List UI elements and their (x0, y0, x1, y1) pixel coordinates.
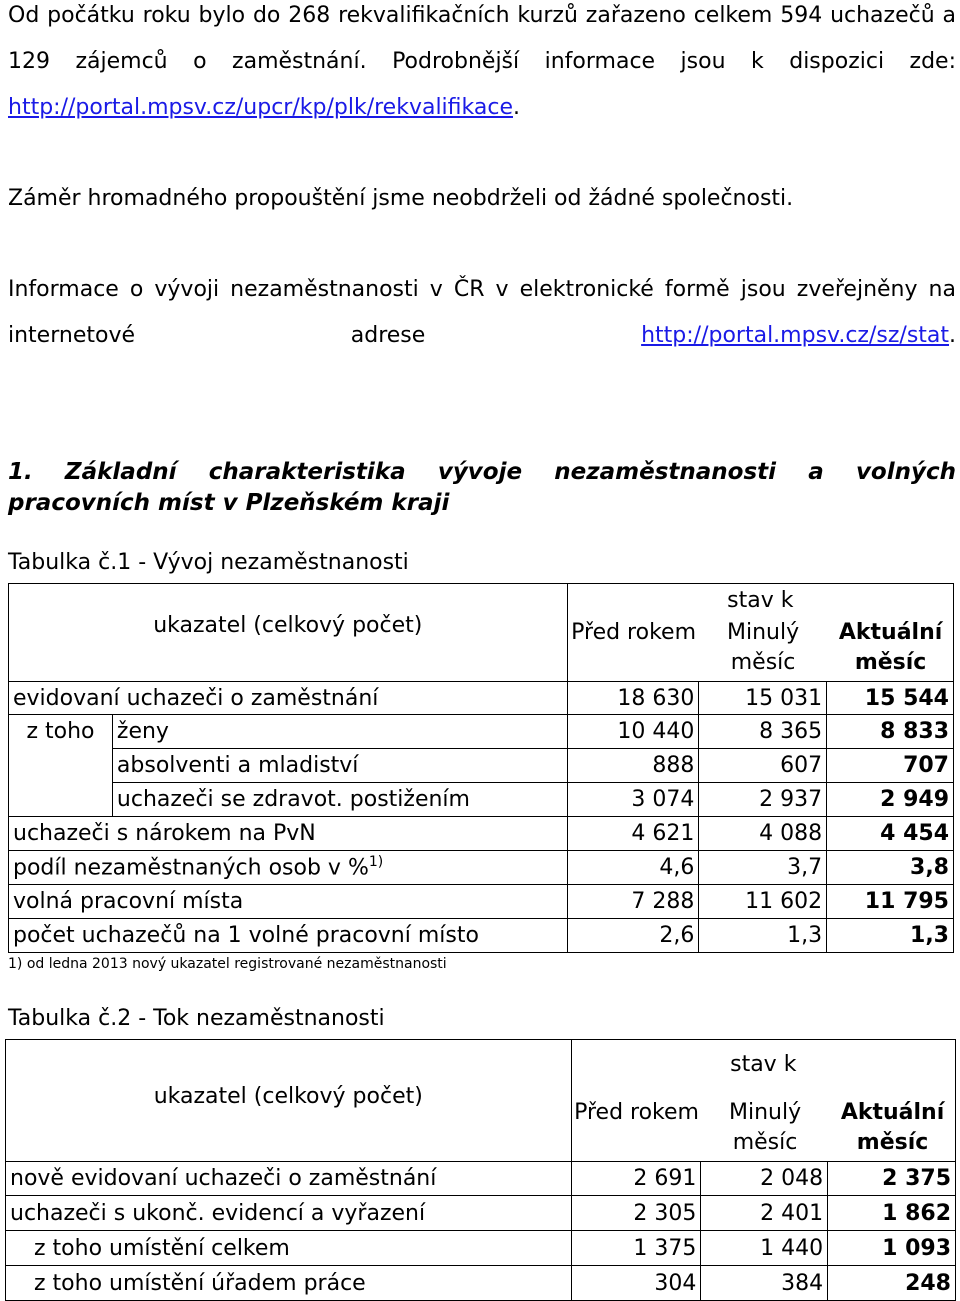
table1-indicator-header: ukazatel (celkový počet) (9, 584, 568, 682)
row-value-minuly-mesic: 607 (699, 749, 827, 783)
row-value-aktualni-mesic: 15 544 (827, 682, 954, 715)
table2-stav-header (571, 1040, 955, 1162)
row-value-aktualni-mesic: 1,3 (827, 919, 954, 953)
intro-text-3-end: . (949, 323, 957, 348)
table-row (9, 851, 954, 885)
row-value-pred-rokem: 1 375 (571, 1231, 701, 1266)
table1-footnote: 1) od ledna 2013 nový ukazatel registrované nezaměstnanosti (8, 956, 447, 972)
table-row (6, 1231, 956, 1266)
row-value-minuly-mesic: 8 365 (699, 715, 827, 749)
statistika-link[interactable]: http://portal.mpsv.cz/sz/stat (641, 323, 950, 348)
intro-paragraph-propousteni: Záměr hromadného propouštění jsme neobdrželi od žádné společnosti. (8, 186, 794, 211)
table-row (9, 817, 954, 851)
table1-col-minuly-mesic: Minulý měsíc (727, 620, 800, 675)
row-label: volná pracovní místa (9, 885, 568, 919)
row-value-minuly-mesic: 15 031 (699, 682, 827, 715)
table2-unemployment-flow (5, 1039, 956, 1301)
row-label: nově evidovaní uchazeči o zaměstnání (6, 1162, 572, 1196)
table-row (9, 885, 954, 919)
table1-col-aktualni-mesic: Aktuální měsíc (838, 620, 943, 675)
row-value-minuly-mesic: 2 048 (701, 1162, 828, 1196)
row-value-aktualni-mesic: 248 (828, 1266, 956, 1301)
row-label: absolventi a mladiství (112, 749, 567, 783)
row-value-pred-rokem: 3 074 (567, 783, 699, 817)
table2-col-minuly-mesic: Minulý měsíc (728, 1100, 802, 1155)
table2-caption: Tabulka č.2 - Tok nezaměstnanosti (8, 1006, 385, 1031)
row-label: evidovaní uchazeči o zaměstnání (9, 682, 568, 715)
row-value-minuly-mesic: 1,3 (699, 919, 827, 953)
table1-unemployment (8, 583, 954, 953)
table1-stav-header (567, 584, 953, 682)
row-value-pred-rokem: 888 (567, 749, 699, 783)
row-value-minuly-mesic: 384 (701, 1266, 828, 1301)
row-value-pred-rokem: 7 288 (567, 885, 699, 919)
row-label: uchazeči s ukonč. evidencí a vyřazení (6, 1196, 572, 1231)
row-value-pred-rokem: 4 621 (567, 817, 699, 851)
row-value-pred-rokem: 304 (571, 1266, 701, 1301)
intro-paragraph-rekvalifikace (8, 0, 956, 131)
row-label-cell (9, 851, 568, 885)
table-row (6, 1162, 956, 1196)
table1-stav-label: stav k (727, 588, 794, 613)
row-label: z toho umístění úřadem práce (6, 1266, 572, 1301)
row-label: z toho umístění celkem (6, 1231, 572, 1266)
table-row (9, 715, 954, 749)
intro-paragraph-statistika (8, 267, 956, 359)
row-value-aktualni-mesic: 4 454 (827, 817, 954, 851)
table-row (9, 749, 954, 783)
row-value-aktualni-mesic: 707 (827, 749, 954, 783)
row-value-minuly-mesic: 11 602 (699, 885, 827, 919)
table-row (6, 1196, 956, 1231)
row-value-minuly-mesic: 3,7 (699, 851, 827, 885)
row-prefix-empty (9, 783, 113, 817)
row-value-aktualni-mesic: 8 833 (827, 715, 954, 749)
table-row (9, 919, 954, 953)
row-value-pred-rokem: 18 630 (567, 682, 699, 715)
row-label: počet uchazečů na 1 volné pracovní místo (9, 919, 568, 953)
table-row (6, 1266, 956, 1301)
rekvalifikace-link[interactable]: http://portal.mpsv.cz/upcr/kp/plk/rekvalifikace (8, 95, 513, 120)
intro-text-1-end: . (513, 95, 520, 120)
table2-col-aktualni-mesic: Aktuální měsíc (840, 1100, 945, 1155)
footnote-marker: 1) (368, 854, 384, 871)
intro-text-1: Od počátku roku bylo do 268 rekvalifikačních kurzů zařazeno celkem 594 uchazečů a 129 zájemců o zaměstnání. Podrobnější informace jsou k dispozici zde: (8, 3, 956, 74)
row-value-aktualni-mesic: 2 375 (828, 1162, 956, 1196)
table-row (9, 783, 954, 817)
row-value-aktualni-mesic: 11 795 (827, 885, 954, 919)
row-value-aktualni-mesic: 3,8 (827, 851, 954, 885)
row-value-aktualni-mesic: 1 093 (828, 1231, 956, 1266)
row-value-minuly-mesic: 2 937 (699, 783, 827, 817)
row-value-pred-rokem: 2,6 (567, 919, 699, 953)
table2-header-row (6, 1040, 956, 1162)
row-label: uchazeči se zdravot. postižením (112, 783, 567, 817)
row-label: podíl nezaměstnaných osob v % (13, 855, 369, 881)
table1-header-row (9, 584, 954, 682)
intro-text-3: Informace o vývoji nezaměstnanosti v ČR v elektronické formě jsou zveřejněny na internetové adrese (8, 277, 956, 348)
row-prefix-empty (9, 749, 113, 783)
row-value-minuly-mesic: 1 440 (701, 1231, 828, 1266)
row-value-aktualni-mesic: 2 949 (827, 783, 954, 817)
row-label: uchazeči s nárokem na PvN (9, 817, 568, 851)
section-heading: 1. Základní charakteristika vývoje nezaměstnanosti a volných pracovních míst v Plzeňském kraji (8, 459, 956, 516)
table2-stav-label: stav k (730, 1052, 797, 1077)
table1-col-pred-rokem: Před rokem (571, 620, 697, 645)
row-label: ženy (112, 715, 567, 749)
row-value-pred-rokem: 2 305 (571, 1196, 701, 1231)
table2-col-pred-rokem: Před rokem (574, 1100, 699, 1125)
row-value-minuly-mesic: 2 401 (701, 1196, 828, 1231)
row-value-aktualni-mesic: 1 862 (828, 1196, 956, 1231)
row-value-pred-rokem: 2 691 (571, 1162, 701, 1196)
row-value-minuly-mesic: 4 088 (699, 817, 827, 851)
table-row (9, 682, 954, 715)
row-value-pred-rokem: 10 440 (567, 715, 699, 749)
row-prefix: z toho (9, 715, 113, 749)
table1-caption: Tabulka č.1 - Vývoj nezaměstnanosti (8, 550, 409, 575)
row-value-pred-rokem: 4,6 (567, 851, 699, 885)
table2-indicator-header: ukazatel (celkový počet) (6, 1040, 572, 1162)
